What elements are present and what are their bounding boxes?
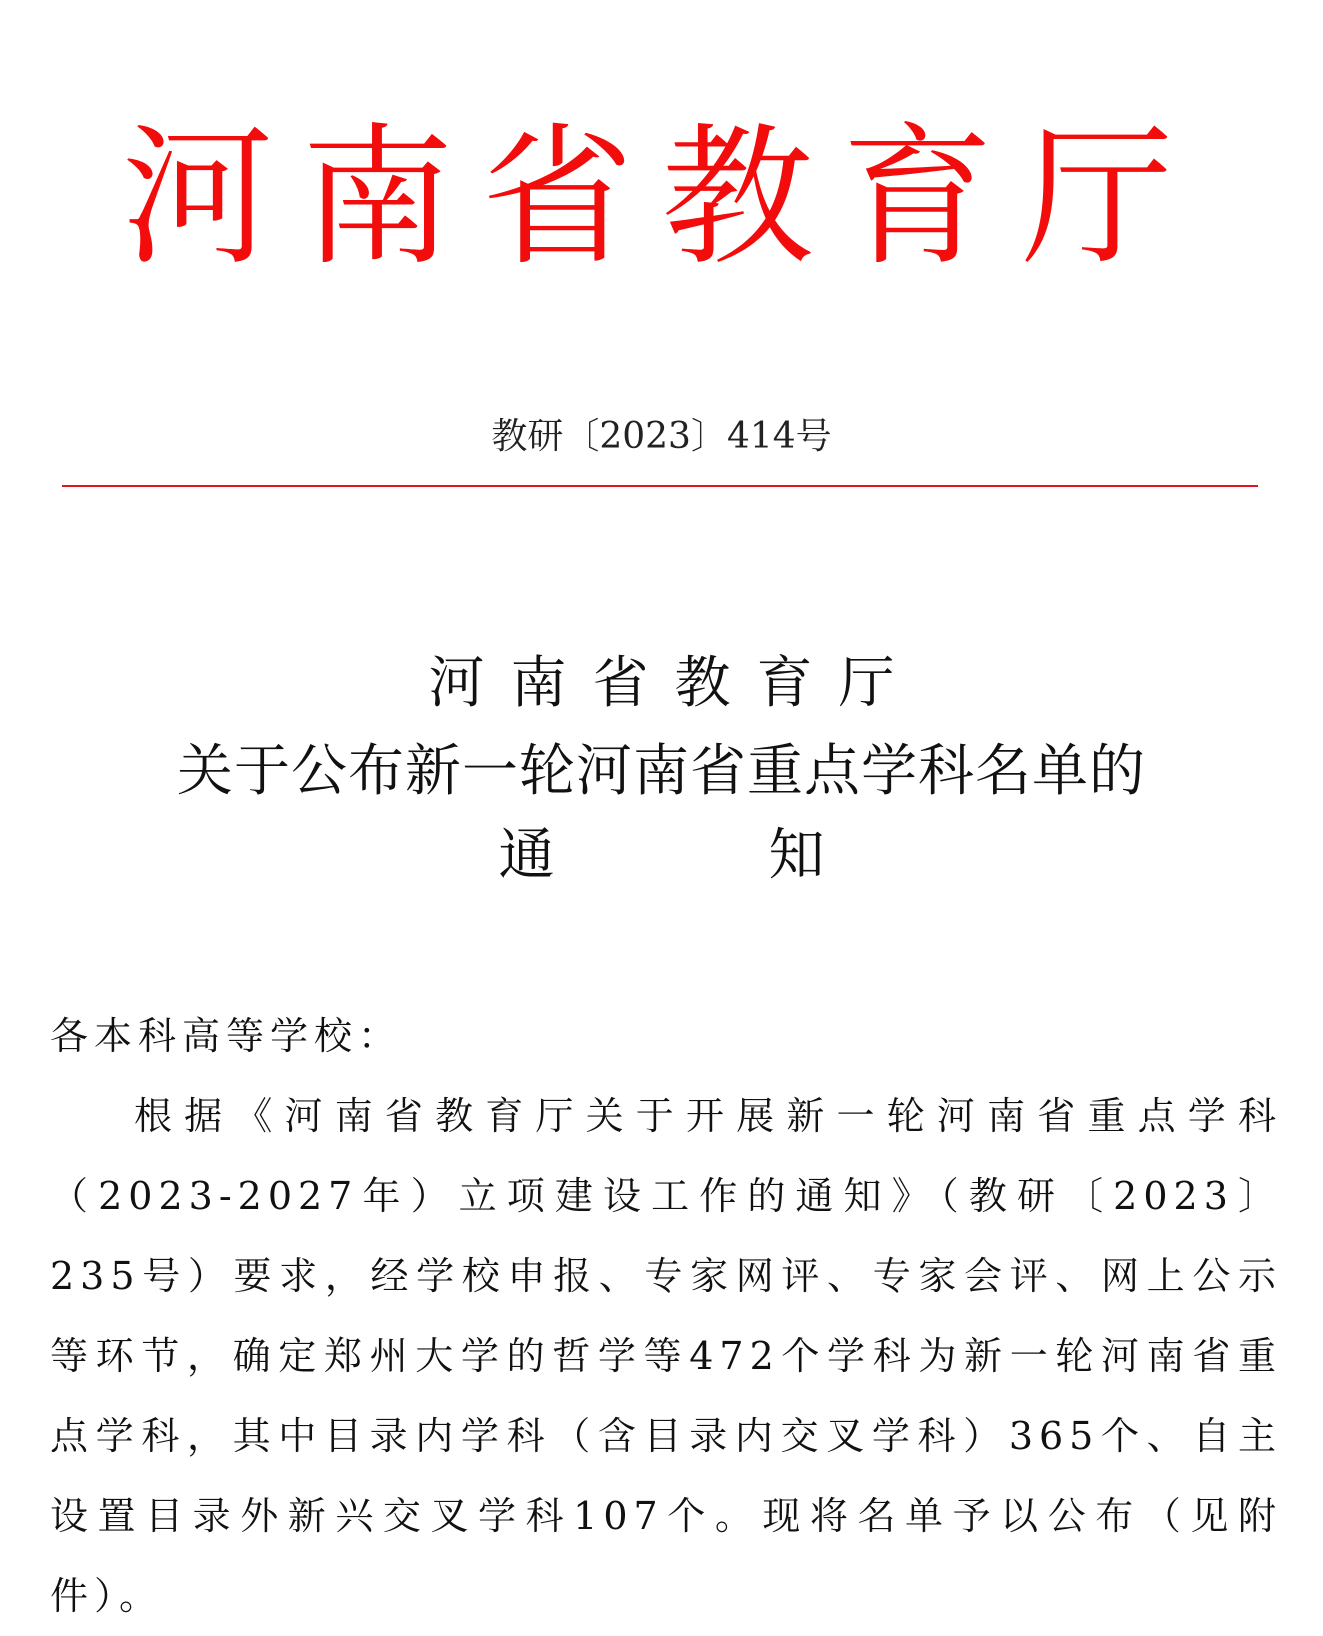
red-divider-line: [62, 485, 1258, 487]
salutation: 各本科高等学校：: [50, 1014, 403, 1058]
title-notice-char-1: 通: [498, 823, 555, 888]
title-notice-char-2: 知: [768, 823, 825, 888]
title-line-notice: [0, 822, 1323, 890]
title-line-subject: 关于公布新一轮河南省重点学科名单的: [177, 739, 1146, 804]
title-line-issuer: 河南省教育厅: [428, 651, 921, 716]
document-number: 教研〔2023〕414号: [491, 416, 832, 457]
document-title: [0, 650, 1323, 890]
masthead-issuer: 河南省教育厅: [121, 109, 1202, 286]
document-body: [50, 996, 1282, 1636]
body-paragraph: 根据《河南省教育厅关于开展新一轮河南省重点学科（2023-2027年）立项建设工作的通知》（教研〔2023〕235号）要求，经学校申报、专家网评、专家会评、网上公示等环节，确定郑州大学的哲学等472个学科为新一轮河南省重点学科，其中目录内学科（含目录内交叉学科）365个、自主设置目录外新兴交叉学科107个。现将名单予以公布（见附件）。: [50, 1094, 1282, 1618]
